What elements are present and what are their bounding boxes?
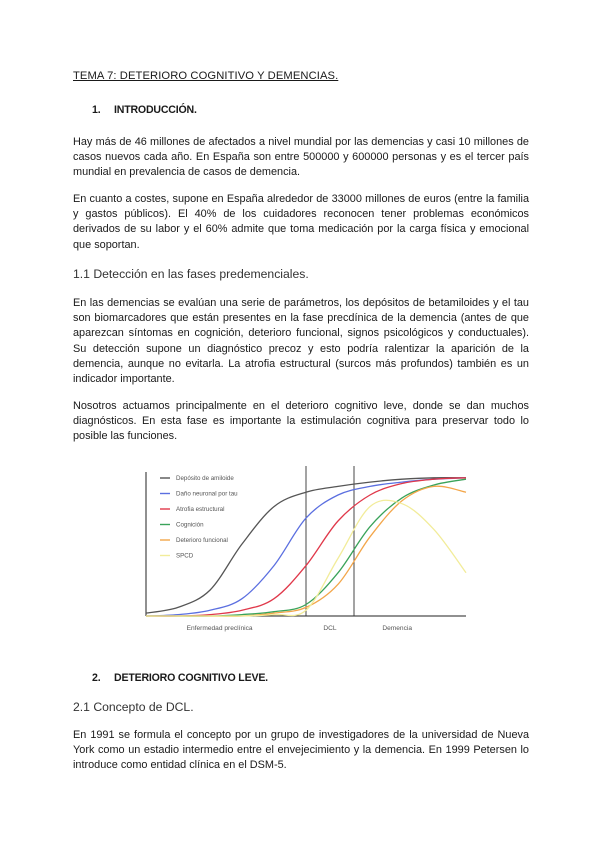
paragraph-dcl-concept: En 1991 se formula el concepto por un grupo de investigadores de la universidad de Nueva York como un estadio intermedio entre el envejecimiento y la demencia. En 1999 Petersen lo introduce como entidad clínica en el DSM-5. (73, 729, 529, 772)
section-1-title: INTRODUCCIÓN. (114, 104, 197, 116)
section-2-number: 2. (92, 672, 101, 684)
subsection-1-1-heading: 1.1 Detección en las fases predemenciales. (73, 267, 309, 281)
subsection-2-1-heading: 2.1 Concepto de DCL. (73, 700, 194, 714)
legend-label-3: Atrofia estructural (176, 506, 225, 514)
paragraph-dcl-intervention: Nosotros actuamos principalmente en el deterioro cognitivo leve, donde se dan muchos diagnósticos. En esta fase es importante la estimulación cognitiva para preservar todo lo posible las funciones. (73, 400, 529, 443)
legend-label-5: Deterioro funcional (176, 537, 228, 545)
legend-label-2: Daño neuronal por tau (176, 490, 238, 498)
section-1-heading (92, 104, 197, 116)
phase-label-3: Demencia (382, 625, 413, 632)
paragraph-prevalence: Hay más de 46 millones de afectados a nivel mundial por las demencias y casi 10 millones de casos nuevos cada año. En España son entre 500000 y 600000 personas y es el tercer país mundial en prevalencia de casos de demencia. (73, 136, 529, 179)
section-1-number: 1. (92, 104, 101, 116)
biomarker-chart-svg (140, 462, 470, 640)
phase-label-2: DCL (323, 625, 337, 632)
legend-label-1: Depósito de amiloide (176, 475, 234, 483)
section-2-heading (92, 672, 268, 684)
phase-label-1: Enfermedad preclínica (186, 625, 253, 632)
legend-label-6: SPCD (176, 552, 194, 560)
biomarker-chart (140, 462, 470, 640)
paragraph-detection: En las demencias se evalúan una serie de parámetros, los depósitos de betamiloides y el tau son biomarcadores que están presentes en la fase precdínica de la demencia (antes de que aparezcan síntomas en cognición, deterioro funcional, signos psicológicos y conductuales). Su detección supone un diagnóstico precoz y esto podría ralentizar la aparición de la demencia, aunque no evitarla. La atrofia estructural (surcos más profundos) también es un indicador importante. (73, 297, 529, 386)
legend-label-4: Cognición (176, 521, 204, 529)
document-title: TEMA 7: DETERIORO COGNITIVO Y DEMENCIAS. (73, 70, 339, 82)
paragraph-costs: En cuanto a costes, supone en España alrededor de 33000 millones de euros (entre la familia y gastos públicos). El 40% de los cuidadores reconocen tener problemas económicos derivados de su labor y el 60% admite que toma medicación por la carga física y emocional que soportan. (73, 193, 529, 251)
section-2-title: DETERIORO COGNITIVO LEVE. (114, 672, 268, 684)
